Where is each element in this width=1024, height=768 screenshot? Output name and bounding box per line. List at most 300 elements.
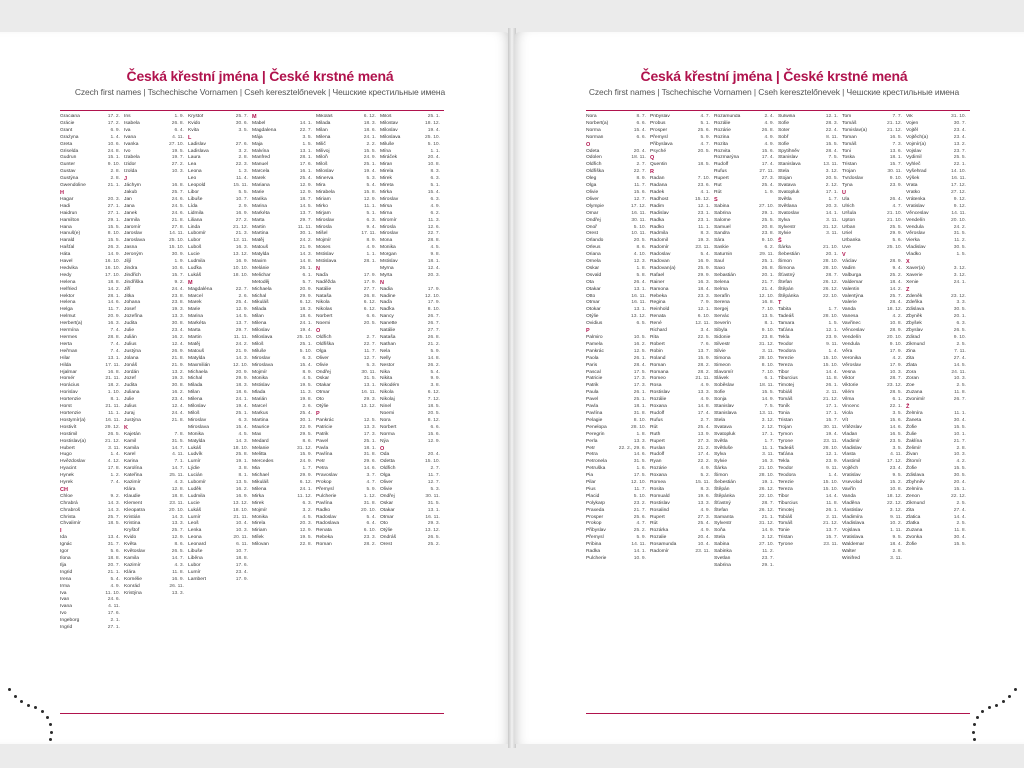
- name-text: Oriana: [586, 252, 601, 258]
- name-text: Nikola: [380, 390, 394, 396]
- name-text: Judita: [124, 383, 138, 389]
- name-text: Serafín: [714, 293, 730, 299]
- name-day-date: 21. 1.: [761, 514, 774, 520]
- name-day-date: 20. 1.: [761, 272, 774, 278]
- name-day-date: 3. 2.: [238, 148, 248, 154]
- section-letter: N: [380, 279, 384, 286]
- name-text: Živan: [906, 452, 918, 458]
- name-text: Vojtěch: [842, 466, 859, 472]
- name-entry: [188, 549, 252, 556]
- name-text: Nataša: [380, 335, 396, 340]
- name-day-date: 6. 1.: [764, 376, 774, 382]
- name-text: Roman: [316, 542, 332, 548]
- name-entry: [906, 411, 970, 418]
- name-day-date: 15. 12.: [695, 196, 710, 202]
- name-text: Zuzana: [906, 528, 923, 534]
- name-text: Vlastislav: [842, 507, 863, 513]
- name-text: Miloš: [188, 410, 200, 416]
- name-day-date: 7. 6.: [700, 341, 710, 347]
- name-day-date: 8. 6.: [174, 542, 184, 548]
- section-letter: Š: [778, 238, 782, 245]
- name-day-date: 16. 9.: [235, 210, 248, 216]
- name-entry: [714, 218, 778, 225]
- name-entry: [650, 501, 714, 508]
- name-text: Vyhleč: [906, 162, 921, 168]
- name-day-date: 16. 5.: [889, 134, 902, 140]
- name-day-date: 6. 3.: [238, 417, 248, 423]
- name-text: Nadine: [380, 293, 396, 299]
- name-text: Urbanka: [842, 238, 861, 244]
- name-day-date: 29. 9.: [697, 272, 710, 278]
- name-entry: [380, 273, 444, 280]
- name-entry: [714, 190, 778, 197]
- name-text: Miloslav: [188, 404, 206, 410]
- name-day-date: 28. 8.: [427, 238, 440, 244]
- name-entry: [650, 162, 714, 169]
- name-text: Vratislava: [842, 535, 864, 541]
- name-text: Vadim: [842, 265, 856, 271]
- name-day-date: 13. 6.: [889, 148, 902, 154]
- name-day-date: 5. 3.: [366, 176, 376, 182]
- name-text: Serena: [714, 300, 730, 306]
- name-text: Zdislava: [906, 473, 925, 479]
- name-text: Viola: [842, 410, 853, 416]
- name-day-date: 22. 2.: [697, 459, 710, 465]
- name-entry: [714, 501, 778, 508]
- name-day-date: 28. 2.: [697, 362, 710, 368]
- name-text: Paris: [586, 362, 598, 368]
- name-text: Vanda: [842, 493, 856, 499]
- name-entry: [60, 473, 124, 480]
- right-top-rule: [586, 110, 970, 111]
- name-day-date: 1. 7.: [828, 307, 838, 313]
- name-text: Miromír: [380, 217, 397, 223]
- name-entry: [316, 487, 380, 494]
- name-day-date: 22. 7.: [235, 286, 248, 292]
- name-text: Matylda: [188, 438, 206, 444]
- name-text: Lukáš: [188, 445, 202, 451]
- name-text: Pavlína: [586, 410, 603, 416]
- name-day-date: 9. 11.: [826, 466, 838, 472]
- name-day-date: 10. 3.: [953, 376, 966, 382]
- name-entry: [650, 273, 714, 280]
- name-day-date: 21. 8.: [171, 217, 184, 223]
- name-text: Teodora: [778, 348, 796, 354]
- name-day-date: 8. 9.: [366, 238, 376, 244]
- name-text: Perla: [586, 438, 598, 444]
- name-text: Rafael: [650, 272, 665, 278]
- name-text: Gwendoline: [60, 183, 86, 189]
- name-text: Patricie: [316, 424, 333, 430]
- name-day-date: 4. 9.: [700, 397, 710, 403]
- name-day-date: 16. 2.: [235, 486, 248, 492]
- name-text: Sabrina: [714, 210, 731, 216]
- name-day-date: 28. 4.: [633, 362, 646, 368]
- name-text: Sabina: [714, 203, 730, 209]
- name-day-date: 18. 1.: [363, 445, 376, 451]
- name-text: Vincenc: [842, 404, 860, 410]
- name-day-date: 4. 9.: [764, 141, 774, 147]
- name-day-date: 12. 9.: [171, 535, 184, 541]
- name-text: Hvězdoslav: [60, 459, 86, 465]
- name-entry: [586, 204, 650, 211]
- name-day-date: 21. 11.: [105, 376, 120, 382]
- name-entry: [60, 349, 124, 356]
- name-entry: [714, 508, 778, 515]
- name-text: Tonie: [778, 528, 790, 534]
- name-text: Sofie: [714, 390, 726, 396]
- name-text: Mirabela: [316, 189, 335, 195]
- name-text: Tereza: [778, 362, 793, 368]
- name-day-date: 25. 4.: [299, 410, 312, 416]
- name-day-date: 21. 2.: [427, 341, 440, 347]
- name-text: Lukáš: [188, 507, 202, 513]
- name-text: Leona: [188, 535, 202, 541]
- name-day-date: 23. 1.: [697, 217, 710, 223]
- name-day-date: 31. 10.: [951, 114, 966, 119]
- name-text: Saturnin: [714, 252, 733, 258]
- name-day-date: 15. 6.: [427, 431, 440, 437]
- right-name-columns: [586, 114, 970, 710]
- name-entry: [188, 197, 252, 204]
- name-day-date: 11. 2.: [954, 238, 966, 244]
- name-text: Stanislav: [714, 404, 734, 410]
- name-day-date: 14. 6.: [633, 452, 646, 458]
- name-day-date: 25. 9.: [697, 265, 710, 271]
- name-day-date: 15. 7.: [171, 272, 184, 278]
- name-day-date: 10. 10.: [233, 265, 248, 271]
- name-text: Vanda: [842, 307, 856, 313]
- name-day-date: 12. 5.: [633, 348, 646, 354]
- name-text: Vilém: [842, 390, 855, 396]
- name-text: Jozefína: [124, 314, 143, 320]
- name-entry: [650, 121, 714, 128]
- name-entry: [60, 273, 124, 280]
- name-text: Olga: [586, 183, 597, 189]
- name-day-date: 8. 1.: [110, 397, 120, 403]
- name-column: [60, 114, 124, 710]
- name-text: Miroslav: [316, 217, 335, 223]
- name-day-date: 31. 12.: [759, 341, 774, 347]
- name-entry: [380, 183, 444, 190]
- name-entry: [60, 625, 124, 632]
- name-day-date: 26. 12.: [823, 286, 838, 292]
- name-day-date: 25. 6.: [697, 127, 710, 133]
- name-text: Libuše: [188, 196, 203, 202]
- name-day-date: 8. 3.: [700, 486, 710, 492]
- name-day-date: 1. 4.: [828, 348, 838, 354]
- name-text: Soter: [778, 127, 790, 133]
- name-day-date: 4. 5.: [238, 431, 248, 437]
- name-day-date: 26. 5.: [107, 431, 120, 437]
- name-day-date: 20. 4.: [953, 480, 966, 486]
- name-text: Tomáš: [842, 120, 857, 126]
- name-text: Orest: [380, 542, 392, 548]
- section-letter: CH: [60, 486, 68, 493]
- name-text: Servác: [714, 314, 730, 320]
- name-text: Rostislav: [650, 390, 670, 396]
- name-text: Valentin: [842, 286, 860, 292]
- name-text: Terezie: [778, 355, 794, 361]
- name-entry: [778, 204, 842, 211]
- name-entry: [316, 114, 380, 121]
- name-entry: [650, 439, 714, 446]
- name-day-date: 7. 10.: [697, 176, 710, 182]
- name-day-date: 15. 1.: [107, 155, 120, 161]
- name-day-date: 18. 6.: [235, 390, 248, 396]
- name-day-date: 15. 9.: [299, 452, 312, 458]
- name-text: Sofie: [778, 120, 790, 126]
- name-text: Monika: [188, 431, 204, 437]
- name-text: Tom: [842, 114, 852, 119]
- name-text: Rozárka: [650, 528, 669, 534]
- name-text: Mirka: [380, 189, 392, 195]
- name-day-date: 26. 8.: [761, 127, 774, 133]
- name-entry: [842, 494, 906, 501]
- name-entry: [124, 356, 188, 363]
- name-text: Lukáš: [188, 272, 202, 278]
- name-text: Vladěna: [842, 500, 860, 506]
- name-entry: [380, 135, 444, 142]
- name-day-date: 19. 5.: [299, 535, 312, 541]
- name-entry: [124, 273, 188, 280]
- name-day-date: 24. 2.: [953, 224, 966, 230]
- name-entry: [380, 266, 444, 273]
- name-text: Magdaléna: [188, 286, 213, 292]
- name-entry: [906, 356, 970, 363]
- name-text: Miroslav: [252, 355, 271, 361]
- name-day-date: 16. 11.: [105, 417, 120, 423]
- name-text: Jiří: [124, 286, 131, 292]
- name-day-date: 3. 3.: [956, 300, 966, 306]
- name-text: Petronela: [586, 459, 607, 465]
- name-text: Vladimíra: [842, 514, 863, 520]
- name-entry: [252, 508, 316, 515]
- name-day-date: 24. 1.: [363, 134, 376, 140]
- name-text: Gustýna: [60, 176, 79, 182]
- name-day-date: 17. 2.: [107, 114, 120, 119]
- name-text: Noemi: [380, 410, 395, 416]
- name-text: Walter: [842, 549, 856, 555]
- name-day-date: 1. 4.: [110, 452, 120, 458]
- name-day-date: 8. 11.: [826, 134, 838, 140]
- name-day-date: 15. 4.: [235, 424, 248, 430]
- name-day-date: 12. 3.: [633, 259, 646, 265]
- name-entry: [124, 280, 188, 287]
- name-entry: [714, 356, 778, 363]
- name-entry: [650, 204, 714, 211]
- name-day-date: 31. 5.: [171, 438, 184, 444]
- name-text: Veronika: [842, 355, 862, 361]
- name-text: Toska: [842, 155, 855, 161]
- name-day-date: 18. 8.: [107, 279, 120, 285]
- name-day-date: 9. 12.: [953, 196, 966, 202]
- name-day-date: 30. 11.: [425, 493, 440, 499]
- name-text: Zlatica: [906, 514, 921, 520]
- name-day-date: 17. 4.: [761, 155, 774, 161]
- name-day-date: 21. 10.: [887, 210, 902, 216]
- name-text: Jindřiška: [124, 279, 144, 285]
- name-text: Vsevolod: [842, 480, 863, 486]
- name-entry: [842, 473, 906, 480]
- name-text: Valburga: [842, 272, 862, 278]
- name-text: Rozárie: [650, 466, 667, 472]
- name-entry: [842, 287, 906, 294]
- name-entry: [188, 204, 252, 211]
- name-entry: [380, 335, 444, 342]
- name-entry: [906, 135, 970, 142]
- name-day-date: 20. 7.: [107, 562, 120, 568]
- section-letter: U: [842, 189, 846, 196]
- name-day-date: 11. 7.: [634, 183, 646, 189]
- name-text: Vladko: [906, 252, 921, 258]
- name-text: Gudrun: [60, 155, 77, 161]
- name-entry: [188, 142, 252, 149]
- name-day-date: 31. 12.: [823, 224, 838, 230]
- name-day-date: 15. 11.: [233, 183, 248, 189]
- name-text: Zora: [906, 369, 917, 375]
- name-entry: [650, 287, 714, 294]
- name-day-date: 29. 1.: [761, 210, 774, 216]
- name-text: Marián: [252, 397, 267, 403]
- name-text: Kazimír: [124, 480, 141, 486]
- name-day-date: 5. 4.: [366, 183, 376, 189]
- name-entry: [188, 432, 252, 439]
- name-day-date: 23. 11.: [823, 438, 838, 444]
- name-day-date: 15. 4.: [427, 189, 440, 195]
- name-text: Chvalimír: [60, 521, 81, 527]
- name-text: Ludmila: [188, 493, 206, 499]
- name-entry: [188, 508, 252, 515]
- name-text: Přibyslava: [650, 141, 673, 147]
- name-entry: [124, 480, 188, 487]
- name-text: Štefan: [778, 279, 793, 285]
- name-day-date: 16. 2.: [171, 390, 184, 396]
- name-text: Polykarp: [586, 500, 606, 506]
- name-day-date: 23. 7.: [761, 556, 774, 561]
- name-day-date: 31. 8.: [363, 500, 376, 506]
- name-text: Teodora: [778, 473, 796, 479]
- name-text: Liliana: [188, 217, 203, 223]
- name-entry: [124, 494, 188, 501]
- name-entry: [778, 183, 842, 190]
- name-text: Saskie: [714, 245, 729, 251]
- name-text: Samanta: [714, 514, 734, 520]
- name-day-date: 9. 12.: [953, 203, 966, 209]
- name-text: Kamil: [124, 438, 137, 444]
- name-day-date: 3. 7.: [366, 473, 376, 479]
- name-entry: [380, 252, 444, 259]
- name-day-date: 12. 9.: [235, 307, 248, 313]
- name-day-date: 28. 10.: [759, 473, 774, 479]
- name-day-date: 16. 8.: [761, 300, 774, 306]
- name-text: Jordán: [124, 369, 139, 375]
- name-text: Uve: [842, 245, 851, 251]
- name-text: Stanislava: [714, 410, 737, 416]
- name-text: Tyrone: [778, 438, 793, 444]
- name-entry: [316, 356, 380, 363]
- name-text: Nelly: [380, 355, 391, 361]
- name-text: Havel: [60, 259, 73, 265]
- name-day-date: 5. 10.: [633, 493, 646, 499]
- name-entry: [252, 363, 316, 370]
- name-day-date: 26. 12.: [759, 507, 774, 513]
- decorative-dot: [976, 716, 979, 719]
- name-text: Oto: [380, 521, 388, 527]
- name-entry: [778, 432, 842, 439]
- name-text: Sylva: [778, 217, 790, 223]
- name-entry: [906, 218, 970, 225]
- name-day-date: 24. 4.: [171, 410, 184, 416]
- name-text: Světla: [714, 438, 728, 444]
- name-text: Metoděj: [252, 279, 270, 285]
- name-text: Vratko: [906, 189, 920, 195]
- name-text: Jindra: [124, 265, 138, 271]
- name-day-date: 23. 4.: [171, 397, 184, 403]
- name-entry: [586, 432, 650, 439]
- name-text: Timotej: [778, 507, 794, 513]
- name-entry: [316, 128, 380, 135]
- name-text: Saul: [714, 259, 724, 265]
- name-day-date: 9. 5.: [892, 473, 902, 479]
- name-text: Milena: [316, 134, 331, 140]
- name-day-date: 24. 8.: [107, 148, 120, 154]
- name-day-date: 5. 9.: [366, 486, 376, 492]
- name-day-date: 17. 6.: [299, 162, 312, 168]
- name-entry: [380, 432, 444, 439]
- name-entry: [252, 128, 316, 135]
- name-day-date: 5. 9.: [430, 348, 440, 354]
- name-text: Sergej: [714, 307, 729, 313]
- name-day-date: 16. 9.: [235, 493, 248, 499]
- name-day-date: 14. 4.: [825, 493, 838, 499]
- name-text: Oldřich: [316, 335, 332, 340]
- name-day-date: 4. 9.: [700, 507, 710, 513]
- name-text: Vojen: [906, 120, 919, 126]
- name-column: [316, 114, 380, 710]
- name-text: Šárka: [778, 245, 791, 251]
- name-text: Juraj: [124, 410, 135, 416]
- name-day-date: 14. 1.: [633, 549, 646, 555]
- name-text: Mirela: [380, 169, 394, 175]
- name-text: Nikolaj: [380, 397, 395, 403]
- name-entry: [316, 287, 380, 294]
- name-text: Rozamunda: [714, 114, 741, 119]
- name-entry: [842, 404, 906, 411]
- name-day-date: 18. 8.: [107, 556, 120, 561]
- name-day-date: 26. 5.: [171, 549, 184, 555]
- name-day-date: 4. 7.: [700, 114, 710, 119]
- name-day-date: 13. 12.: [233, 500, 248, 506]
- name-entry: [586, 494, 650, 501]
- name-day-date: 25. 5.: [889, 224, 902, 230]
- name-entry: [316, 494, 380, 501]
- name-text: Kamila: [124, 556, 139, 561]
- name-text: Uršula: [842, 210, 857, 216]
- name-day-date: 20. 3.: [107, 196, 120, 202]
- name-day-date: 29. 3.: [363, 397, 376, 403]
- name-entry: [906, 501, 970, 508]
- name-text: Marek: [188, 300, 202, 306]
- name-entry: [586, 404, 650, 411]
- section-letter: R: [650, 169, 654, 176]
- name-text: Sobř: [778, 134, 789, 140]
- name-text: Oldřiška: [316, 341, 334, 347]
- name-day-date: 10. 4.: [235, 521, 248, 527]
- name-text: Romeo: [650, 376, 666, 382]
- name-text: Mirosla: [316, 224, 332, 230]
- name-text: Milan: [252, 314, 264, 320]
